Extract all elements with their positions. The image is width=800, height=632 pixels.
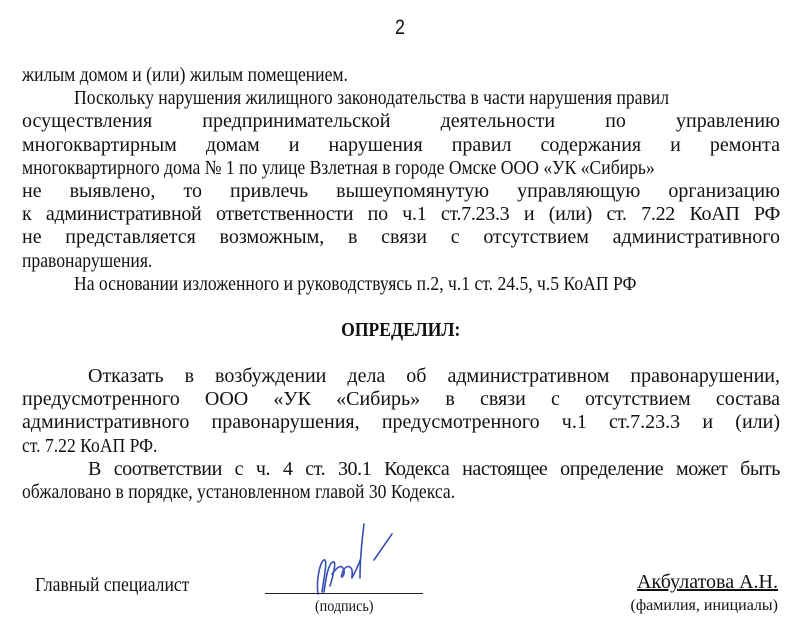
text-line: обжаловано в порядке, установленном главой 30 Кодекса. [22,481,456,503]
text-line: не представляется возможным, в связи с отсутствием административного [22,226,780,249]
name-caption: (фамилия, инициалы) [630,597,778,614]
text-line: к административной ответственности по ч.1 ст.7.23.3 и (или) ст. 7.22 КоАП РФ [22,203,780,226]
text-line: административного правонарушения, предусмотренного ч.1 ст.7.23.3 и (или) [22,411,780,434]
text-line: осуществления предпринимательской деятельности по управлению [22,110,780,133]
section-heading: ОПРЕДЕЛИЛ: [341,318,461,341]
text-line: На основании изложенного и руководствуясь п.2, ч.1 ст. 24.5, ч.5 КоАП РФ [74,272,637,295]
text-line: многоквартирного дома № 1 по улице Взлетная в городе Омске ООО «УК «Сибирь» [22,156,655,179]
signature-caption: (подпись) [314,598,374,615]
text-line: жилым домом и (или) жилым помещением. [22,64,348,86]
signer-role: Главный специалист [35,574,190,596]
text-line: В соответствии с ч. 4 ст. 30.1 Кодекса настоящее определение может быть [88,457,780,480]
text-line: Поскольку нарушения жилищного законодательства в части нарушения правил [74,87,670,110]
page-number: 2 [395,16,405,39]
signer-name: Акбулатова А.Н. [637,571,778,593]
text-line: не выявлено, то привлечь вышеупомянутую управляющую организацию [22,179,780,202]
handwritten-signature-icon [300,520,410,600]
signature-line [265,593,423,594]
text-line: правонарушения. [22,249,153,272]
text-line: многоквартирным домам и нарушения правил содержания и ремонта [22,133,780,156]
text-line: ст. 7.22 КоАП РФ. [22,434,158,457]
text-line: предусмотренного ООО «УК «Сибирь» в связи с отсутствием состава [22,388,780,411]
text-line: Отказать в возбуждении дела об административном правонарушении, [88,365,780,388]
